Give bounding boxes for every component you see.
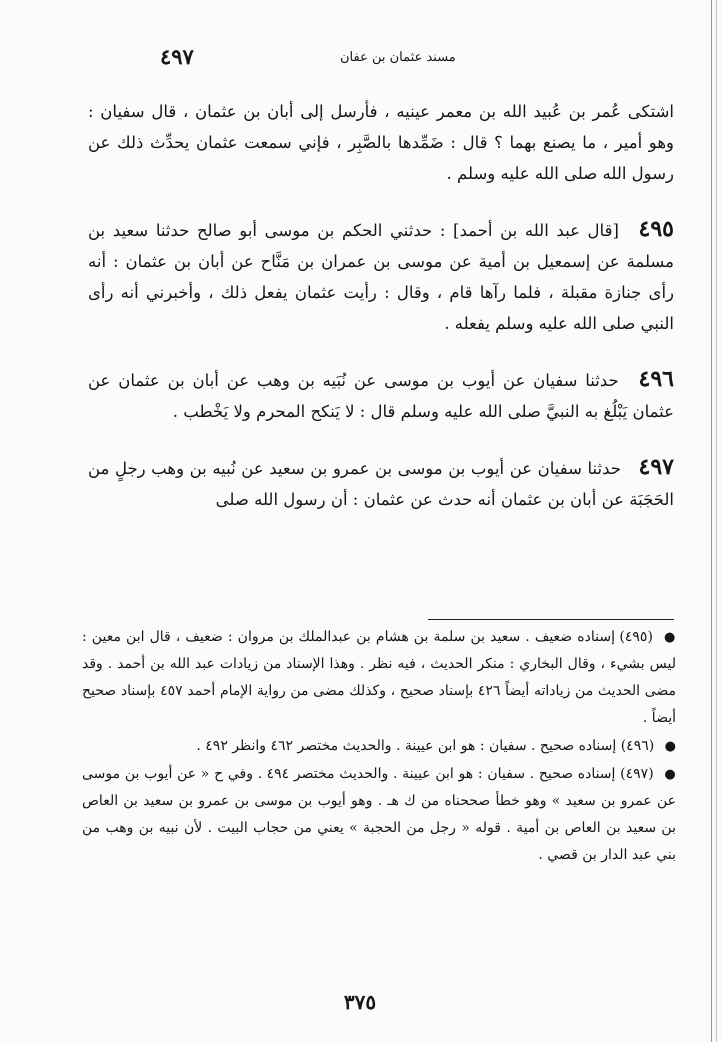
footnote-text: (٤٩٧) إسناده صحيح . سفيان : هو ابن عيينة . والحديث مختصر ٤٩٤ . وفي ح « عن أيوب بن موسى عن عمرو بن سعيد » وهو خطأ صححناه من ك هـ . وهو أيوب بن موسى بن عمرو بن سعيد بن العاص بن سعيد بن العاص بن أمية . قوله « رجل من الحجبة » يعني من حجاب البيت . لأن نبيه بن وهب من بني عبد الدار بن قصي .: [82, 766, 676, 863]
paragraph: [88, 96, 674, 189]
page-edge-shadow: [716, 0, 717, 1042]
hadith-number: ٤٩٧: [638, 454, 674, 480]
paragraph-text: اشتكى عُمر بن عُبيد الله بن معمر عينيه ، فأرسل إلى أبان بن عثمان ، قال سفيان : وهو أمير ، ما يصنع بهما ؟ قال : ضَمِّدها بالصَّبِر ، فإني سمعت عثمان يحدِّث ذلك عن رسول الله صلى الله عليه وسلم .: [88, 102, 674, 183]
paragraph-text: حدثنا سفيان عن أيوب بن موسى عن نُبَيه بن وهب عن أبان بن عثمان عن عثمان يَبْلُغ به النبيَّ صلى الله عليه وسلم قال : لا يَنكح المحرم ولا يَخْطب .: [88, 371, 674, 421]
bullet-icon: ●: [664, 767, 677, 782]
footnote-divider: [428, 619, 674, 620]
page-edge: [711, 0, 712, 1042]
header-hadith-number: ٤٩٧: [160, 44, 194, 69]
footnote: [82, 733, 676, 760]
footnote-text: (٤٩٥) إسناده ضعيف . سعيد بن سلمة بن هشام بن عبدالملك بن مروان : ضعيف ، قال ابن معين : ليس بشيء ، وقال البخاري : منكر الحديث ، فيه نظر . وهذا الإسناد من زيادات عبد الله بن أحمد . وقد مضى الحديث من زياداته أيضاً ٤٢٦ بإسناد صحيح ، وكذلك مضى من رواية الإمام أحمد ٤٥٧ بإسناد صحيح أيضاً .: [82, 629, 677, 726]
paragraph: [88, 452, 674, 515]
paragraph: [88, 214, 674, 339]
paragraph-text: حدثنا سفيان عن أيوب بن موسى بن عمرو بن سعيد عن نُبيه بن وهب رجلٍ من الحَجَبَة عن أبان بن عثمان أنه حدث عن عثمان : أن رسول الله صلى: [88, 459, 674, 509]
hadith-number: ٤٩٦: [638, 366, 674, 392]
paragraph-text: [قال عبد الله بن أحمد] : حدثني الحكم بن موسى أبو صالح حدثنا سعيد بن مسلمة عن إسمعيل بن أمية عن موسى بن عمران بن مَنَّاح عن أبان بن عثمان : أنه رأى جنازة مقبلة ، فلما رآها قام ، وقال : رأيت عثمان يفعل ذلك ، وأخبرني أنه رأى النبي صلى الله عليه وسلم يفعله .: [88, 221, 674, 333]
main-text: [88, 96, 674, 540]
footnote-text: (٤٩٦) إسناده صحيح . سفيان : هو ابن عيينة . والحديث مختصر ٤٦٢ وانظر ٤٩٢ .: [196, 738, 655, 754]
paragraph: [88, 364, 674, 427]
footnotes: [82, 624, 676, 870]
bullet-icon: ●: [664, 630, 677, 645]
bullet-icon: ●: [664, 739, 676, 754]
hadith-number: ٤٩٥: [638, 216, 674, 242]
running-title: مسند عثمان بن عفان: [340, 50, 456, 65]
page-number: ٣٧٥: [343, 990, 377, 1014]
footnote: [82, 624, 676, 732]
footnote: [82, 761, 676, 869]
page-header: [160, 44, 620, 74]
